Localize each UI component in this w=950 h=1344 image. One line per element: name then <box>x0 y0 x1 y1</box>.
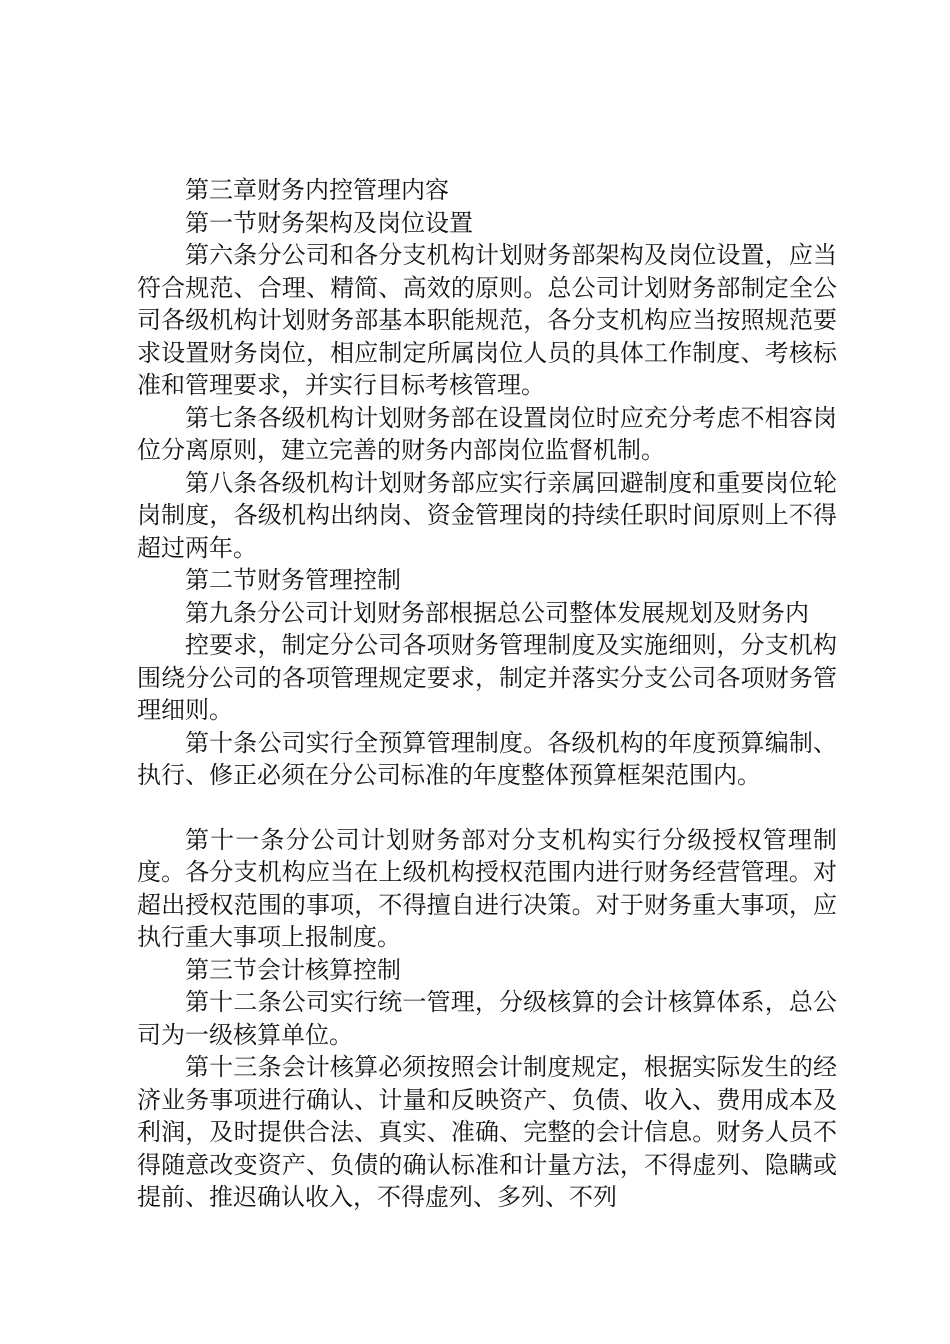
document-body <box>137 174 837 1214</box>
article-11: 第十一条分公司计划财务部对分支机构实行分级授权管理制度。各分支机构应当在上级机构授权范围内进行财务经营管理。对超出授权范围的事项，不得擅自进行决策。对于财务重大事项，应执行重大事项上报制度。 <box>137 825 837 951</box>
article-7: 第七条各级机构计划财务部在设置岗位时应充分考虑不相容岗位分离原则，建立完善的财务内部岗位监督机制。 <box>137 403 837 464</box>
section-title-1: 第一节财务架构及岗位设置 <box>185 208 473 237</box>
article-10: 第十条公司实行全预算管理制度。各级机构的年度预算编制、执行、修正必须在分公司标准的年度整体预算框架范围内。 <box>137 728 837 789</box>
article-12: 第十二条公司实行统一管理，分级核算的会计核算体系，总公司为一级核算单位。 <box>137 988 837 1049</box>
article-13: 第十三条会计核算必须按照会计制度规定，根据实际发生的经济业务事项进行确认、计量和反映资产、负债、收入、费用成本及利润，及时提供合法、真实、准确、完整的会计信息。财务人员不得随意改变资产、负债的确认标准和计量方法，不得虚列、隐瞒或提前、推迟确认收入，不得虚列、多列、不列 <box>137 1053 837 1211</box>
article-8: 第八条各级机构计划财务部应实行亲属回避制度和重要岗位轮岗制度，各级机构出纳岗、资金管理岗的持续任职时间原则上不得超过两年。 <box>137 468 837 562</box>
article-9-part-1: 第九条分公司计划财务部根据总公司整体发展规划及财务内 <box>185 598 809 627</box>
article-9-part-2: 控要求，制定分公司各项财务管理制度及实施细则，分支机构围绕分公司的各项管理规定要求，制定并落实分支公司各项财务管理细则。 <box>137 631 837 724</box>
chapter-title: 第三章财务内控管理内容 <box>185 176 449 204</box>
article-6: 第六条分公司和各分支机构计划财务部架构及岗位设置，应当符合规范、合理、精简、高效的原则。总公司计划财务部制定全公司各级机构计划财务部基本职能规范，各分支机构应当按照规范要求设置财务岗位，相应制定所属岗位人员的具体工作制度、考核标准和管理要求，并实行目标考核管理。 <box>137 241 837 399</box>
section-title-3: 第三节会计核算控制 <box>185 955 401 984</box>
section-title-2: 第二节财务管理控制 <box>185 566 401 594</box>
blank-line <box>137 792 837 824</box>
